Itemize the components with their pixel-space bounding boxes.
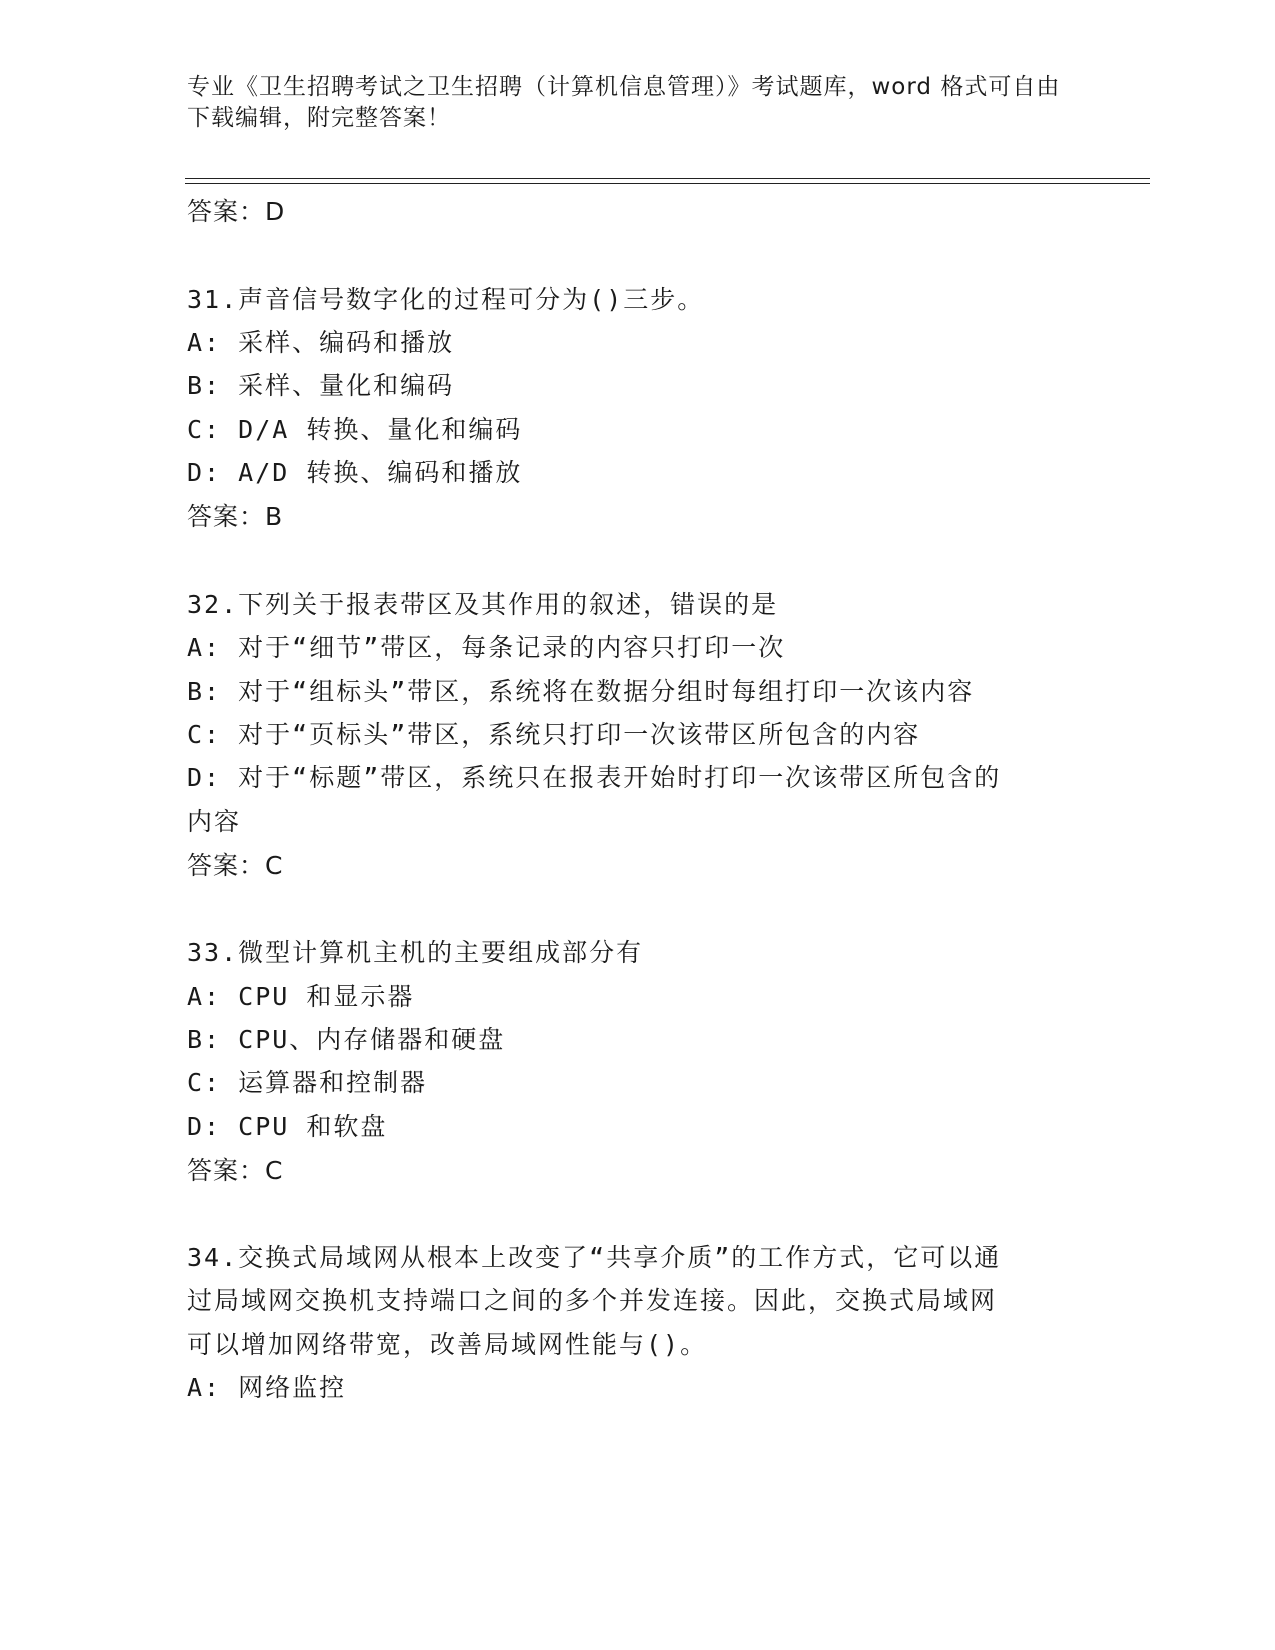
question-stem-continuation: 可以增加网络带宽，改善局域网性能与()。 <box>187 1330 708 1359</box>
question-stem: 34.交换式局域网从根本上改变了“共享介质”的工作方式，它可以通 <box>187 1243 1002 1272</box>
question-stem: 33.微型计算机主机的主要组成部分有 <box>187 938 644 967</box>
answer-line: 答案：D <box>187 197 286 226</box>
question-stem: 31.声音信号数字化的过程可分为()三步。 <box>187 285 705 314</box>
option-d: D: CPU 和软盘 <box>187 1112 388 1141</box>
answer-line: 答案：B <box>187 502 284 531</box>
option-d: D: A/D 转换、编码和播放 <box>187 458 523 487</box>
option-d-continuation: 内容 <box>187 807 242 836</box>
option-a: A: CPU 和显示器 <box>187 982 415 1011</box>
option-c: C: 对于“页标头”带区，系统只打印一次该带区所包含的内容 <box>187 720 921 749</box>
answer-line: 答案：C <box>187 851 284 880</box>
option-b: B: 对于“组标头”带区，系统将在数据分组时每组打印一次该内容 <box>187 677 975 706</box>
option-a: A: 采样、编码和播放 <box>187 328 455 357</box>
option-a: A: 对于“细节”带区，每条记录的内容只打印一次 <box>187 633 786 662</box>
answer-line: 答案：C <box>187 1156 284 1185</box>
option-d: D: 对于“标题”带区，系统只在报表开始时打印一次该带区所包含的 <box>187 763 1002 792</box>
option-c: C: 运算器和控制器 <box>187 1068 428 1097</box>
option-a: A: 网络监控 <box>187 1373 347 1402</box>
question-stem: 32.下列关于报表带区及其作用的叙述，错误的是 <box>187 590 779 619</box>
option-b: B: 采样、量化和编码 <box>187 371 455 400</box>
option-c: C: D/A 转换、量化和编码 <box>187 415 523 444</box>
option-b: B: CPU、内存储器和硬盘 <box>187 1025 506 1054</box>
question-stem-continuation: 过局域网交换机支持端口之间的多个并发连接。因此，交换式局域网 <box>187 1286 998 1315</box>
header-divider-top <box>185 178 1150 179</box>
document-header: 专业《卫生招聘考试之卫生招聘（计算机信息管理）》考试题库，word 格式可自由下载编辑，附完整答案！ <box>187 74 1061 131</box>
header-divider-bottom <box>185 183 1150 184</box>
